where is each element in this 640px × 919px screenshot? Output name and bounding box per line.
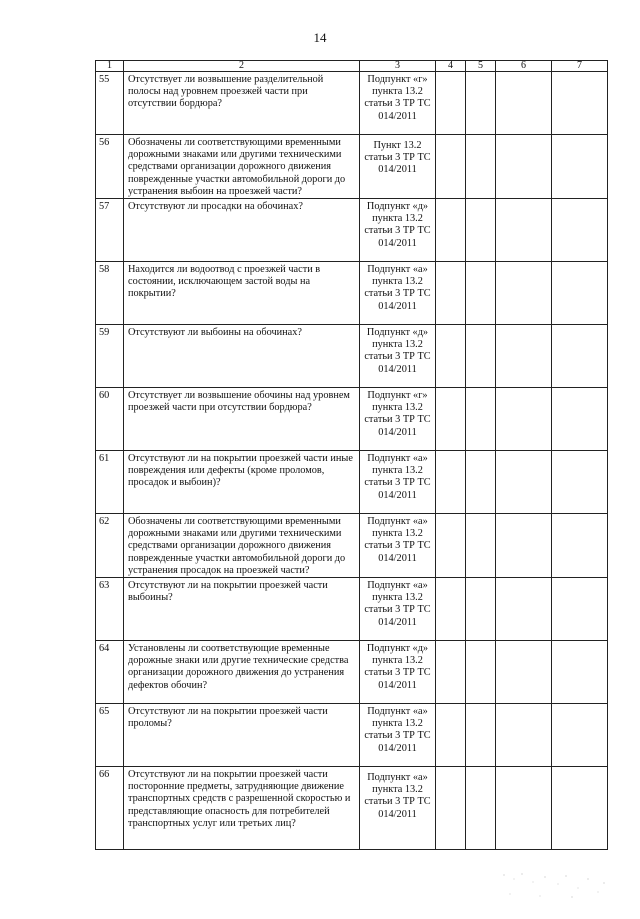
answer-cell xyxy=(436,199,466,262)
row-question: Отсутствуют ли на покрытии проезжей части иные повреждения или дефекты (кроме проломов, просадок и выбоин)? xyxy=(124,451,360,514)
row-number: 63 xyxy=(96,578,124,641)
table-row xyxy=(96,514,608,578)
answer-cell xyxy=(466,72,496,135)
row-question: Установлены ли соответствующие временные дорожные знаки или другие технические средства организации дорожного движения до устранения дефектов обочин? xyxy=(124,641,360,704)
answer-cell xyxy=(552,199,608,262)
answer-cell xyxy=(466,199,496,262)
answer-cell xyxy=(466,388,496,451)
answer-cell xyxy=(436,325,466,388)
row-number: 56 xyxy=(96,135,124,199)
column-header: 3 xyxy=(360,61,436,72)
answer-cell xyxy=(436,135,466,199)
column-header: 2 xyxy=(124,61,360,72)
answer-cell xyxy=(436,641,466,704)
table-row xyxy=(96,135,608,199)
answer-cell xyxy=(496,704,552,767)
row-reference: Подпункт «а» пункта 13.2 статьи 3 ТР ТС 014/2011 xyxy=(360,262,436,325)
row-number: 62 xyxy=(96,514,124,578)
table-row xyxy=(96,325,608,388)
row-reference: Подпункт «а» пункта 13.2 статьи 3 ТР ТС 014/2011 xyxy=(360,514,436,578)
row-number: 61 xyxy=(96,451,124,514)
row-number: 55 xyxy=(96,72,124,135)
table-row xyxy=(96,72,608,135)
row-reference: Подпункт «д» пункта 13.2 статьи 3 ТР ТС 014/2011 xyxy=(360,641,436,704)
answer-cell xyxy=(466,325,496,388)
row-question: Обозначены ли соответствующими временными дорожными знаками или другими техническими средствами организации дорожного движения поврежденные участки автомобильной дороги до устранения выбоин на проезжей части? xyxy=(124,135,360,199)
answer-cell xyxy=(466,135,496,199)
answer-cell xyxy=(496,199,552,262)
row-number: 60 xyxy=(96,388,124,451)
table-row xyxy=(96,451,608,514)
row-question: Обозначены ли соответствующими временными дорожными знаками или другими техническими средствами организации дорожного движения поврежденные участки автомобильной дороги до устранения просадок на проезжей части? xyxy=(124,514,360,578)
answer-cell xyxy=(436,767,466,850)
answer-cell xyxy=(436,578,466,641)
answer-cell xyxy=(466,451,496,514)
answer-cell xyxy=(552,72,608,135)
row-question: Отсутствует ли возвышение разделительной полосы над уровнем проезжей части при отсутствии бордюра? xyxy=(124,72,360,135)
row-reference: Подпункт «а» пункта 13.2 статьи 3 ТР ТС 014/2011 xyxy=(360,451,436,514)
checklist-table xyxy=(95,60,608,850)
row-number: 64 xyxy=(96,641,124,704)
row-number: 66 xyxy=(96,767,124,850)
column-header: 7 xyxy=(552,61,608,72)
answer-cell xyxy=(496,578,552,641)
row-number: 58 xyxy=(96,262,124,325)
answer-cell xyxy=(552,704,608,767)
answer-cell xyxy=(496,325,552,388)
answer-cell xyxy=(466,704,496,767)
answer-cell xyxy=(436,451,466,514)
scan-noise xyxy=(500,870,610,900)
table-row xyxy=(96,704,608,767)
answer-cell xyxy=(436,72,466,135)
row-reference: Подпункт «а» пункта 13.2 статьи 3 ТР ТС 014/2011 xyxy=(360,704,436,767)
answer-cell xyxy=(436,514,466,578)
column-header: 5 xyxy=(466,61,496,72)
table-row xyxy=(96,767,608,850)
row-number: 59 xyxy=(96,325,124,388)
answer-cell xyxy=(552,578,608,641)
answer-cell xyxy=(552,388,608,451)
answer-cell xyxy=(496,262,552,325)
row-reference: Подпункт «г» пункта 13.2 статьи 3 ТР ТС 014/2011 xyxy=(360,72,436,135)
row-question: Находится ли водоотвод с проезжей части в состоянии, исключающем застой воды на покрытии? xyxy=(124,262,360,325)
column-header: 1 xyxy=(96,61,124,72)
table-row xyxy=(96,388,608,451)
row-reference: Подпункт «а» пункта 13.2 статьи 3 ТР ТС 014/2011 xyxy=(360,767,436,850)
answer-cell xyxy=(552,767,608,850)
column-header: 6 xyxy=(496,61,552,72)
row-reference: Подпункт «а» пункта 13.2 статьи 3 ТР ТС 014/2011 xyxy=(360,578,436,641)
page-number: 14 xyxy=(313,30,327,45)
answer-cell xyxy=(552,135,608,199)
row-number: 65 xyxy=(96,704,124,767)
answer-cell xyxy=(466,262,496,325)
row-reference: Подпункт «д» пункта 13.2 статьи 3 ТР ТС 014/2011 xyxy=(360,325,436,388)
answer-cell xyxy=(436,704,466,767)
header-row xyxy=(96,61,608,72)
answer-cell xyxy=(496,514,552,578)
answer-cell xyxy=(496,72,552,135)
answer-cell xyxy=(436,262,466,325)
row-reference: Подпункт «г» пункта 13.2 статьи 3 ТР ТС 014/2011 xyxy=(360,388,436,451)
answer-cell xyxy=(436,388,466,451)
table-row xyxy=(96,262,608,325)
answer-cell xyxy=(496,451,552,514)
answer-cell xyxy=(552,451,608,514)
row-question: Отсутствуют ли на покрытии проезжей части проломы? xyxy=(124,704,360,767)
row-question: Отсутствуют ли на покрытии проезжей части посторонние предметы, затрудняющие движение транспортных средств с разрешенной скоростью и представляющие опасность для потребителей транспортных услуг или третьих лиц? xyxy=(124,767,360,850)
answer-cell xyxy=(496,135,552,199)
answer-cell xyxy=(552,325,608,388)
table-row xyxy=(96,199,608,262)
table-row xyxy=(96,641,608,704)
table-row xyxy=(96,578,608,641)
answer-cell xyxy=(466,514,496,578)
answer-cell xyxy=(496,388,552,451)
answer-cell xyxy=(552,262,608,325)
answer-cell xyxy=(496,641,552,704)
answer-cell xyxy=(496,767,552,850)
answer-cell xyxy=(466,578,496,641)
row-question: Отсутствует ли возвышение обочины над уровнем проезжей части при отсутствии бордюра? xyxy=(124,388,360,451)
answer-cell xyxy=(466,767,496,850)
column-header: 4 xyxy=(436,61,466,72)
row-question: Отсутствуют ли просадки на обочинах? xyxy=(124,199,360,262)
row-question: Отсутствуют ли на покрытии проезжей части выбоины? xyxy=(124,578,360,641)
answer-cell xyxy=(552,514,608,578)
row-question: Отсутствуют ли выбоины на обочинах? xyxy=(124,325,360,388)
row-reference: Пункт 13.2 статьи 3 ТР ТС 014/2011 xyxy=(360,135,436,199)
row-reference: Подпункт «д» пункта 13.2 статьи 3 ТР ТС 014/2011 xyxy=(360,199,436,262)
row-number: 57 xyxy=(96,199,124,262)
answer-cell xyxy=(552,641,608,704)
answer-cell xyxy=(466,641,496,704)
